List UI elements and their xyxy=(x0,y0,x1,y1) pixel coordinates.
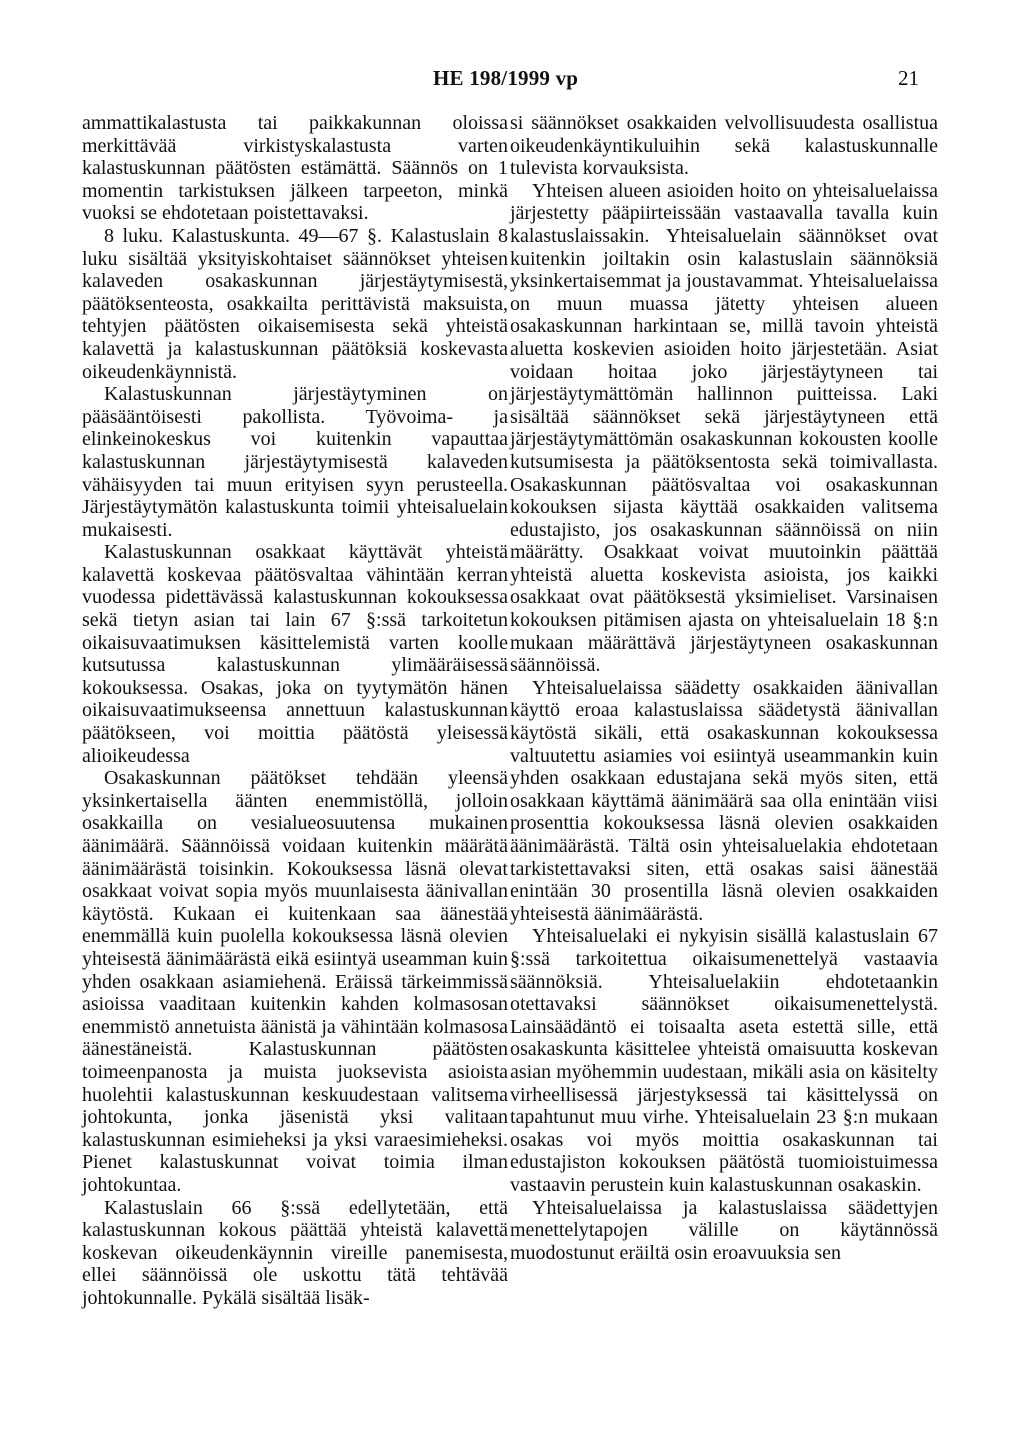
paragraph: Yhteisen alueen asioiden hoito on yhteisaluelaissa järjestetty pääpiirteissään vastaavalla tavalla kuin kalastuslaissakin. Yhteisaluelain säännökset ovat kuitenkin joiltakin osin kalastuslain säännöksiä yksinkertaisemmat ja joustavammat. Yhteisaluelaissa on muun muassa jätetty yhteisen alueen osakaskunnan harkintaan se, millä tavoin yhteistä aluetta koskevien asioiden hoito järjestetään. Asiat voidaan hoitaa joko järjestäytyneen tai järjestäytymättömän hallinnon puitteissa. Laki sisältää säännökset sekä järjestäytyneen että järjestäytymättömän osakaskunnan kokousten koolle kutsumisesta ja päätöksentosta sekä toimivallasta. Osakaskunnan päätösvaltaa voi osakaskunnan kokouksen sijasta käyttää osakkaiden valitsema edustajisto, jos osakaskunnan säännöissä on niin määrätty. Osakkaat voivat muutoinkin päättää yhteistä aluetta koskevista asioista, jos kaikki osakkaat ovat päätöksestä yksimieliset. Varsinaisen kokouksen pitämisen ajasta on yhteisaluelain 18 §:n mukaan määrättävä järjestäytyneen osakaskunnan säännöissä. xyxy=(510,179,938,677)
document-identifier: HE 198/1999 vp xyxy=(433,66,579,90)
paragraph: Kalastuskunnan osakkaat käyttävät yhteistä kalavettä koskevaa päätösvaltaa vähintään kerran vuodessa pidettävässä kalastuskunnan kokouksessa sekä tietyn asian tai lain 67 §:ssä tarkoitetun oikaisuvaatimuksen käsittelemistä varten koolle kutsutussa kalastuskunnan ylimääräisessä kokouksessa. Osakas, joka on tyytymätön hänen oikaisuvaatimukseensa annettuun kalastuskunnan päätökseen, voi moittia päätöstä yleisessä alioikeudessa xyxy=(82,541,508,767)
paragraph: Yhteisaluelaissa ja kalastuslaissa säädettyjen menettelytapojen välille on käytännössä muodostunut eräiltä osin eroavuuksia sen xyxy=(510,1196,938,1264)
paragraph: Yhteisaluelaki ei nykyisin sisällä kalastuslain 67 §:ssä tarkoitettua oikaisumenettelyä vastaavia säännöksiä. Yhteisaluelakiin ehdotetaankin otettavaksi säännökset oikaisumenettelystä. Lainsäädäntö ei toisaalta aseta estettä sille, että osakaskunta käsittelee yhteistä omaisuutta koskevan asian myöhemmin uudestaan, mikäli asia on käsitelty virheellisessä järjestyksessä tai käsittelyssä on tapahtunut muu virhe. Yhteisaluelain 23 §:n mukaan osakas voi myös moittia osakaskunnan tai edustajiston kokouksen päätöstä tuomioistuimessa vastaavin perustein kuin kalastuskunnan osakaskin. xyxy=(510,925,938,1196)
page-number: 21 xyxy=(898,66,919,90)
paragraph: Kalastuskunnan järjestäytyminen on pääsääntöisesti pakollista. Työvoima- ja elinkeinokeskus voi kuitenkin vapauttaa kalastuskunnan järjestäytymisestä kalaveden vähäisyyden tai muun erityisen syyn perusteella. Järjestäytymätön kalastuskunta toimii yhteisaluelain mukaisesti. xyxy=(82,383,508,541)
paragraph: ammattikalastusta tai paikkakunnan oloissa merkittävää virkistyskalastusta varten kalastuskunnan päätösten estämättä. Säännös on 1 momentin tarkistuksen jälkeen tarpeeton, minkä vuoksi se ehdotetaan poistettavaksi. xyxy=(82,112,508,225)
paragraph: Yhteisaluelaissa säädetty osakkaiden äänivallan käyttö eroaa kalastuslaissa säädetystä äänivallan käytöstä sikäli, että osakaskunnan kokouksessa valtuutettu asiamies voi esiintyä useammankin kuin yhden osakkaan edustajana sekä myös siten, että osakkaan käyttämä äänimäärä saa olla enintään viisi prosenttia kokouksessa läsnä olevien osakkaiden äänimäärästä. Tältä osin yhteisaluelakia ehdotetaan tarkistettavaksi siten, että osakas saisi äänestää enintään 30 prosentilla läsnä olevien osakkaiden yhteisestä äänimäärästä. xyxy=(510,676,938,925)
page-header xyxy=(0,66,1024,96)
paragraph: Osakaskunnan päätökset tehdään yleensä yksinkertaisella äänten enemmistöllä, jolloin osakkailla on vesialueosuutensa mukainen äänimäärä. Säännöissä voidaan kuitenkin määrätä äänimäärästä toisinkin. Kokouksessa läsnä olevat osakkaat voivat sopia myös muunlaisesta äänivallan käytöstä. Kukaan ei kuitenkaan saa äänestää enemmällä kuin puolella kokouksessa läsnä olevien yhteisestä äänimäärästä eikä esiintyä useamman kuin yhden osakkaan asiamiehenä. Eräissä tärkeimmissä asioissa vaaditaan kuitenkin kahden kolmasosan enemmistö annetuista äänistä ja vähintään kolmasosa äänestäneistä. Kalastuskunnan päätösten toimeenpanosta ja muista juoksevista asioista huolehtii kalastuskunnan keskuudestaan valitsema johtokunta, jonka jäsenistä yksi valitaan kalastuskunnan esimieheksi ja yksi varaesimieheksi. Pienet kalastuskunnat voivat toimia ilman johtokuntaa. xyxy=(82,767,508,1196)
right-column xyxy=(510,112,938,1264)
left-column xyxy=(82,112,508,1309)
paragraph: 8 luku. Kalastuskunta. 49—67 §. Kalastuslain 8 luku sisältää yksityiskohtaiset säännökset yhteisen kalaveden osakaskunnan järjestäytymisestä, päätöksenteosta, osakkailta perittävistä maksuista, tehtyjen päätösten oikaisemisesta sekä yhteistä kalavettä ja kalastuskunnan päätöksiä koskevasta oikeudenkäynnistä. xyxy=(82,224,508,383)
paragraph: Kalastuslain 66 §:ssä edellytetään, että kalastuskunnan kokous päättää yhteistä kalavettä koskevan oikeudenkäynnin vireille panemisesta, ellei säännöissä ole uskottu tätä tehtävää johtokunnalle. Pykälä sisältää lisäk- xyxy=(82,1196,508,1309)
paragraph: si säännökset osakkaiden velvollisuudesta osallistua oikeudenkäyntikuluihin sekä kalastuskunnalle tulevista korvauksista. xyxy=(510,112,938,180)
